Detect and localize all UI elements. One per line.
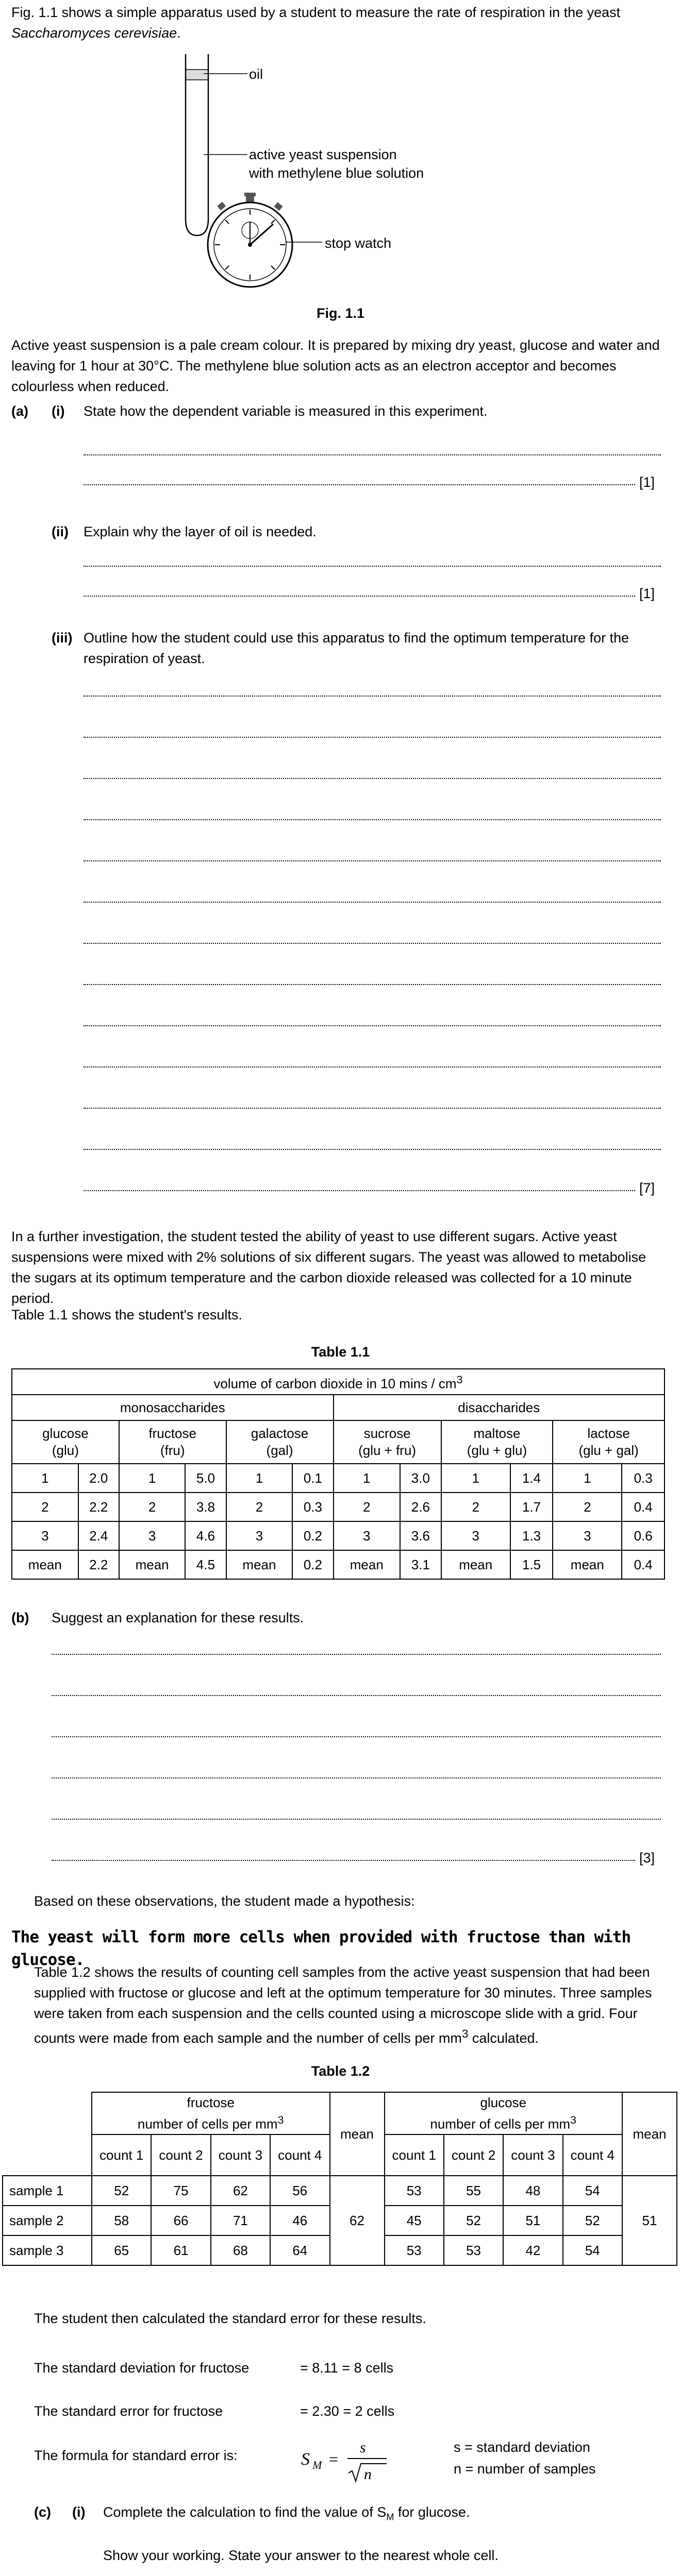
cell: mean (119, 1550, 186, 1579)
answer-line[interactable] (84, 454, 661, 455)
formula-label: The formula for standard error is: (34, 2448, 238, 2463)
question-a-ii-text: Explain why the layer of oil is needed. (84, 524, 317, 539)
answer-line[interactable] (52, 1819, 661, 1820)
cell: 2 (553, 1493, 622, 1521)
fructose-mean-header: mean (330, 2092, 385, 2176)
cell: 56 (270, 2176, 329, 2206)
para-table-intro: Table 1.1 shows the student's results. (11, 1307, 242, 1323)
cell: 5.0 (185, 1464, 226, 1493)
cell: 3.0 (400, 1464, 441, 1493)
cell: 1.3 (510, 1521, 553, 1550)
question-b-label: (b) (11, 1610, 29, 1625)
cell: mean (226, 1550, 293, 1579)
cell: 65 (92, 2235, 151, 2265)
para-hypothesis-intro: Based on these observations, the student made a hypothesis: (34, 1893, 415, 1909)
glucose-mean-header: mean (622, 2092, 677, 2176)
table-row-mean (12, 1550, 665, 1579)
intro-text: Fig. 1.1 shows a simple apparatus used by a student to measure the rate of respiration in the yeast Saccharomyces cerevisiae. (11, 5, 621, 41)
cell: 1 (441, 1464, 510, 1493)
cell: 4.6 (185, 1521, 226, 1550)
answer-line[interactable] (84, 778, 661, 779)
answer-line[interactable] (84, 943, 661, 944)
answer-line[interactable] (84, 902, 661, 903)
cell: 3 (334, 1521, 400, 1550)
cell: 58 (92, 2206, 151, 2235)
cell: 2.6 (400, 1493, 441, 1521)
cell: 66 (151, 2206, 210, 2235)
answer-line[interactable] (84, 1108, 661, 1109)
sugar-sucrose: sucrose (glu + fru) (334, 1420, 441, 1464)
answer-line[interactable] (84, 860, 661, 861)
cell: 3 (12, 1521, 78, 1550)
table-2-caption: Table 1.2 (311, 2063, 370, 2079)
table-1-caption: Table 1.1 (311, 1344, 370, 1360)
cell: 64 (270, 2235, 329, 2265)
svg-text:s: s (360, 2439, 366, 2456)
question-b-text: Suggest an explanation for these results. (52, 1610, 304, 1625)
count-header: count 3 (503, 2134, 562, 2176)
cell: 1 (226, 1464, 293, 1493)
figure-caption: Fig. 1.1 (316, 306, 365, 321)
mark-b: [3] (639, 1850, 655, 1866)
cell: 0.4 (622, 1550, 665, 1579)
cell: 3.1 (400, 1550, 441, 1579)
answer-line[interactable] (52, 1736, 661, 1737)
count-header: count 1 (385, 2134, 444, 2176)
cell: mean (12, 1550, 78, 1579)
count-header: count 2 (151, 2134, 210, 2176)
cell: 1 (12, 1464, 78, 1493)
label-methylene-blue: with methylene blue solution (249, 165, 424, 181)
para-table-1-2-intro: Table 1.2 shows the results of counting cell samples from the active yeast suspension that had been supplied with fructose or glucose and left at the optimum temperature for 30 minutes. Three samples were taken from each suspension and the cells counted using a microscope slide with a grid. Four counts were made from each sample and the number of cells per $mm^3$ calculated. (34, 1964, 652, 2046)
cell: 75 (151, 2176, 210, 2206)
sugar-fructose: fructose (fru) (119, 1420, 226, 1464)
table-1-1 (11, 1368, 665, 1580)
cell: 45 (385, 2206, 444, 2235)
sugar-galactose: galactose (gal) (226, 1420, 334, 1464)
answer-line[interactable] (84, 596, 635, 597)
svg-text:S: S (301, 2450, 310, 2469)
sugar-glucose: glucose (glu) (12, 1420, 119, 1464)
cell: 52 (444, 2206, 503, 2235)
svg-text:M: M (312, 2459, 322, 2471)
cell: 1 (119, 1464, 186, 1493)
count-header: count 3 (211, 2134, 270, 2176)
question-c-label: (c) (34, 2504, 51, 2520)
para-further-investigation: In a further investigation, the student tested the ability of yeast to use different sugars. Active yeast suspensions were mixed with 2% solutions of six different sugars. The yeast was allowed to metabolise the sugars at its optimum temperature and the carbon dioxide released was collected for a 10 minute period. (11, 1229, 646, 1306)
cell: 3.6 (400, 1521, 441, 1550)
cell: 68 (211, 2235, 270, 2265)
cell: 2.2 (78, 1550, 119, 1579)
mark-a-iii: [7] (639, 1180, 655, 1196)
fructose-mean: 62 (330, 2176, 385, 2265)
answer-line[interactable] (84, 984, 661, 985)
cell: 2.4 (78, 1521, 119, 1550)
cell: 0.2 (292, 1521, 333, 1550)
cell: 46 (270, 2206, 329, 2235)
cell: 2 (334, 1493, 400, 1521)
answer-line[interactable] (84, 566, 661, 567)
sugar-maltose: maltose (glu + glu) (441, 1420, 553, 1464)
question-a-label: (a) (11, 403, 28, 419)
group-monosaccharides: monosaccharides (12, 1395, 334, 1420)
answer-line[interactable] (84, 696, 661, 697)
count-header: count 2 (444, 2134, 503, 2176)
cell: 2.0 (78, 1464, 119, 1493)
se-label: The standard error for fructose (34, 2403, 223, 2419)
cell: 48 (503, 2176, 562, 2206)
se-intro: The student then calculated the standard error for these results. (34, 2311, 426, 2326)
cell: 2 (441, 1493, 510, 1521)
sd-value: = 8.11 = 8 cells (300, 2360, 394, 2376)
cell: 0.4 (622, 1493, 665, 1521)
cell: 4.5 (185, 1550, 226, 1579)
cell: 0.2 (292, 1550, 333, 1579)
table-1-header: volume of carbon dioxide in 10 mins / $cm^3$ (12, 1369, 665, 1395)
question-a-ii-label: (ii) (52, 524, 69, 539)
question-c-i-working: Show your working. State your answer to the nearest whole cell. (103, 2548, 499, 2563)
cell: 1.5 (510, 1550, 553, 1579)
cell: 55 (444, 2176, 503, 2206)
cell: 2 (12, 1493, 78, 1521)
cell: 0.3 (622, 1464, 665, 1493)
cell: mean (553, 1550, 622, 1579)
answer-line[interactable] (52, 1860, 635, 1861)
cell: 53 (385, 2235, 444, 2265)
cell: 0.1 (292, 1464, 333, 1493)
question-a-i-text: State how the dependent variable is measured in this experiment. (84, 403, 488, 419)
count-header: count 1 (92, 2134, 151, 2176)
question-c-i-label: (i) (72, 2504, 86, 2520)
key-standard-deviation: s = standard deviation (454, 2439, 590, 2455)
glucose-mean: 51 (622, 2176, 677, 2265)
cell: 54 (563, 2235, 622, 2265)
key-number-of-samples: n = number of samples (454, 2461, 596, 2477)
cell: 52 (563, 2206, 622, 2235)
answer-line[interactable] (52, 1695, 661, 1696)
answer-line[interactable] (52, 1654, 661, 1655)
cell: 52 (92, 2176, 151, 2206)
cell: 2 (226, 1493, 293, 1521)
mark-a-ii: [1] (639, 586, 655, 601)
cell: 3 (441, 1521, 510, 1550)
svg-text:=: = (329, 2450, 339, 2468)
cell: 3.8 (185, 1493, 226, 1521)
table-row (12, 1493, 665, 1521)
cell: 42 (503, 2235, 562, 2265)
answer-line[interactable] (84, 819, 661, 820)
mark-a-i: [1] (639, 474, 655, 490)
cell: 51 (503, 2206, 562, 2235)
count-header: count 4 (563, 2134, 622, 2176)
stop-watch (208, 193, 292, 287)
answer-line[interactable] (84, 737, 661, 738)
cell: 71 (211, 2206, 270, 2235)
sample-label: sample 1 (3, 2176, 92, 2206)
blank-corner (3, 2092, 92, 2176)
cell: 62 (211, 2176, 270, 2206)
answer-line[interactable] (84, 1190, 635, 1191)
cell: mean (441, 1550, 510, 1579)
table-row (12, 1464, 665, 1493)
answer-line[interactable] (84, 484, 635, 485)
answer-line[interactable] (52, 1777, 661, 1778)
cell: 3 (119, 1521, 186, 1550)
fructose-header: fructose number of cells per $mm^3$ (92, 2092, 330, 2134)
cell: 1.7 (510, 1493, 553, 1521)
cell: 53 (444, 2235, 503, 2265)
cell: 1 (553, 1464, 622, 1493)
se-formula (299, 2434, 412, 2485)
group-disaccharides: disaccharides (334, 1395, 665, 1420)
question-c-i-text: Complete the calculation to find the value of $S_M$ for glucose. (103, 2504, 470, 2522)
cell: 1.4 (510, 1464, 553, 1493)
svg-text:n: n (364, 2466, 372, 2483)
para-yeast-suspension: Active yeast suspension is a pale cream colour. It is prepared by mixing dry yeast, glucose and water and leaving for 1 hour at 30°C. The methylene blue solution acts as an electron acceptor and becomes colourless when reduced. (11, 337, 660, 394)
question-a-i-label: (i) (52, 403, 65, 419)
table-1-2 (2, 2092, 677, 2266)
glucose-header: glucose number of cells per $mm^3$ (385, 2092, 623, 2134)
count-header: count 4 (270, 2134, 329, 2176)
cell: 53 (385, 2176, 444, 2206)
se-value: = 2.30 = 2 cells (300, 2403, 395, 2419)
cell: 2 (119, 1493, 186, 1521)
test-tube (186, 54, 208, 235)
question-a-iii-label: (iii) (52, 630, 73, 646)
cell: 2.2 (78, 1493, 119, 1521)
answer-line[interactable] (84, 1149, 661, 1150)
cell: 61 (151, 2235, 210, 2265)
sugar-lactose: lactose (glu + gal) (553, 1420, 665, 1464)
label-oil: oil (249, 66, 263, 82)
sd-label: The standard deviation for fructose (34, 2360, 250, 2376)
cell: 3 (226, 1521, 293, 1550)
cell: 3 (553, 1521, 622, 1550)
table-row (3, 2176, 677, 2206)
label-yeast-suspension: active yeast suspension (249, 147, 397, 162)
question-a-iii-text: Outline how the student could use this apparatus to find the optimum temperature for the respiration of yeast. (84, 630, 629, 666)
cell: 1 (334, 1464, 400, 1493)
cell: mean (334, 1550, 400, 1579)
answer-line[interactable] (84, 1066, 661, 1067)
hypothesis: The yeast will form more cells when provided with fructose than with glucose. (11, 1928, 631, 1969)
cell: 54 (563, 2176, 622, 2206)
cell: 0.6 (622, 1521, 665, 1550)
sample-label: sample 3 (3, 2235, 92, 2265)
label-stop-watch: stop watch (325, 235, 392, 251)
sample-label: sample 2 (3, 2206, 92, 2235)
cell: 0.3 (292, 1493, 333, 1521)
answer-line[interactable] (84, 1025, 661, 1026)
table-row (12, 1521, 665, 1550)
